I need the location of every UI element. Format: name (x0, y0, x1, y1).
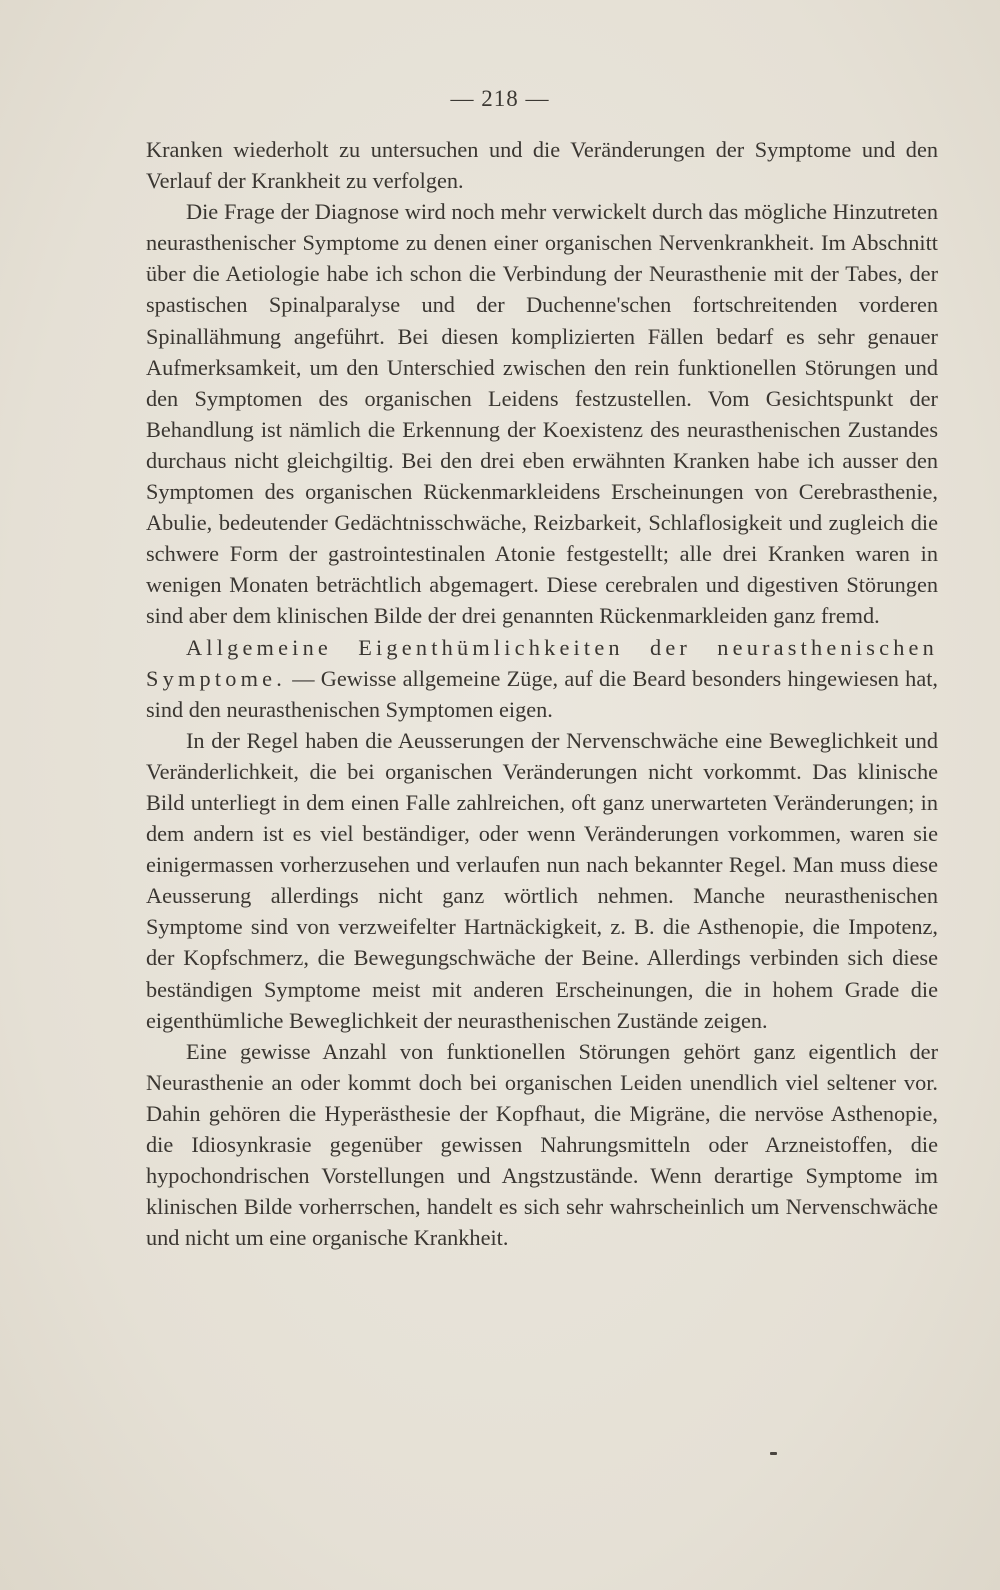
paragraph-1: Kranken wiederholt zu untersuchen und die Veränderungen der Symptome und den Verlauf der Krankheit zu verfolgen. (146, 137, 938, 194)
paragraph-4: In der Regel haben die Aeusserungen der Nervenschwäche eine Beweglichkeit und Veränderlichkeit, die bei organischen Veränderungen nicht vorkommt. Das klinische Bild unterliegt in dem einen Falle zahlreichen, oft ganz unerwarteten Veränderungen; in dem andern ist es viel beständiger, oder wenn Veränderungen vorkommen, waren sie einigermassen vorherzusehen und verlaufen nun nach bekannter Regel. Man muss diese Aeusserung allerdings nicht ganz wörtlich nehmen. Manche neurasthenischen Symptome sind von verzweifelter Hartnäckigkeit, z. B. die Asthenopie, die Impotenz, der Kopfschmerz, die Bewegungschwäche der Beine. Allerdings verbinden sich diese beständigen Symptome meist mit anderen Erscheinungen, die in hohem Grade die eigenthümliche Beweglichkeit der neurasthenischen Zustände zeigen. (146, 727, 938, 1033)
page-number: — 218 — (450, 86, 550, 111)
spaced-heading: Allgemeine Eigenthümlichkeiten der neurasthenischen Symptome. (146, 634, 938, 691)
body-text (146, 134, 938, 1253)
paragraph-3 (146, 632, 938, 725)
paragraph-2: Die Frage der Diagnose wird noch mehr verwickelt durch das mögliche Hinzutreten neurasthenischer Symptome zu denen einer organischen Nervenkrankheit. Im Abschnitt über die Aetiologie habe ich schon die Verbindung der Neurasthenie mit der Tabes, der spastischen Spinalparalyse und der Duchenne'schen fortschreitenden vorderen Spinallähmung angeführt. Bei diesen komplizierten Fällen bedarf es sehr genauer Aufmerksamkeit, um den Unterschied zwischen den rein funktionellen Störungen und den Symptomen des organischen Leidens festzustellen. Vom Gesichtspunkt der Behandlung ist nämlich die Erkennung der Koexistenz des neurasthenischen Zustandes durchaus nicht gleichgiltig. Bei den drei eben erwähnten Kranken habe ich ausser den Symptomen des organischen Rückenmarkleidens Erscheinungen von Cerebrasthenie, Abulie, bedeutender Gedächtnisschwäche, Reizbarkeit, Schlaflosigkeit und zugleich die schwere Form der gastrointestinalen Atonie festgestellt; alle drei Kranken waren in wenigen Monaten beträchtlich abgemagert. Diese cerebralen und digestiven Störungen sind aber dem klinischen Bilde der drei genannten Rückenmarkleiden ganz fremd. (146, 199, 938, 629)
paragraph-5: Eine gewisse Anzahl von funktionellen Störungen gehört ganz eigentlich der Neurasthenie an oder kommt doch bei organischen Leiden unendlich viel seltener vor. Dahin gehören die Hyperästhesie der Kopfhaut, die Migräne, die nervöse Asthenopie, die Idiosynkrasie gegenüber gewissen Nahrungsmitteln oder Arzneistoffen, die hypochondrischen Vorstellungen und Angstzustände. Wenn derartige Symptome im klinischen Bilde vorherrschen, handelt es sich sehr wahrscheinlich um Nervenschwäche und nicht um eine organische Krankheit. (146, 1038, 938, 1251)
paragraph-3-text: — Gewisse allgemeine Züge, auf die Beard besonders hingewiesen hat, sind den neurasthenischen Symptomen eigen. (146, 665, 938, 722)
ink-speck (770, 1452, 777, 1455)
